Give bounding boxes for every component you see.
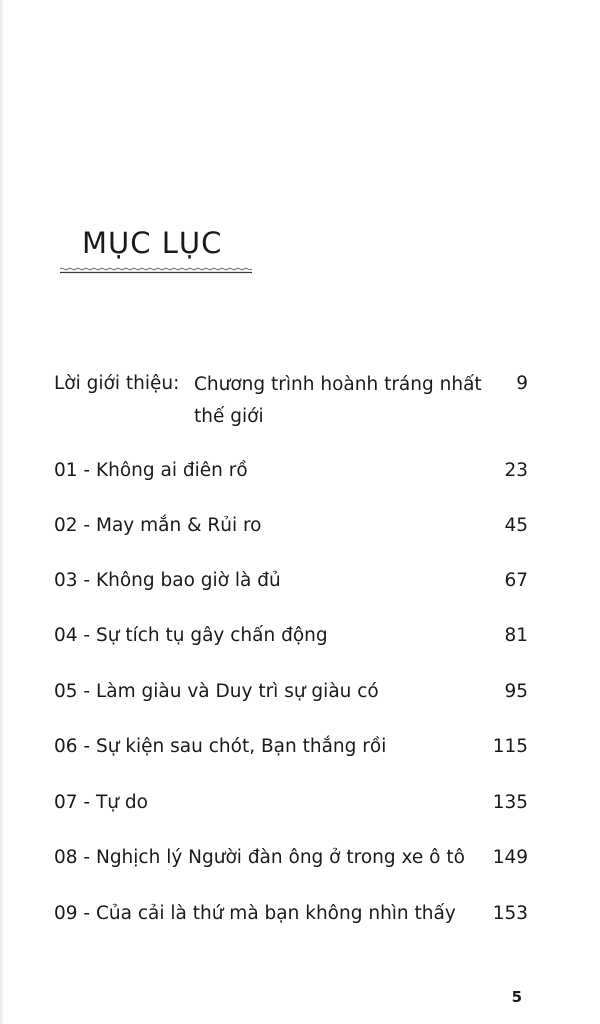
toc-entry-page-number: 95 [504, 681, 528, 702]
toc-entry-title: 05 - Làm giàu và Duy trì sự giàu có [54, 681, 379, 702]
page-title: MỤC LỤC [82, 226, 223, 260]
toc-entry-page-number: 45 [504, 515, 528, 536]
page-folio-number: 5 [511, 988, 522, 1006]
toc-entry-title: 03 - Không bao giờ là đủ [54, 570, 281, 591]
toc-entry [0, 511, 600, 541]
toc-entry-page-number: 149 [492, 847, 528, 868]
toc-entry [0, 899, 600, 929]
toc-entry [0, 566, 600, 596]
toc-entry-page-number: 135 [492, 792, 528, 813]
toc-entry [0, 456, 600, 486]
toc-entry [0, 788, 600, 818]
toc-entry [0, 677, 600, 707]
toc-intro-label: Lời giới thiệu: [54, 373, 180, 394]
toc-entry-title: 08 - Nghịch lý Người đàn ông ở trong xe ô tô [54, 847, 465, 868]
toc-entry-title: 04 - Sự tích tụ gây chấn động [54, 625, 328, 646]
toc-entry-title: 02 - May mắn & Rủi ro [54, 515, 262, 536]
toc-intro-page-number: 9 [516, 373, 528, 394]
title-underline-ornament [60, 267, 252, 274]
toc-entry-page-number: 153 [492, 903, 528, 924]
toc-entry-page-number: 67 [504, 570, 528, 591]
toc-entry-title: 09 - Của cải là thứ mà bạn không nhìn thấy [54, 903, 456, 924]
toc-entry [0, 621, 600, 651]
toc-entry-page-number: 23 [504, 460, 528, 481]
toc-entry-title: 07 - Tự do [54, 792, 148, 813]
toc-entry [0, 732, 600, 762]
toc-entry-page-number: 115 [492, 736, 528, 757]
toc-entry [0, 843, 600, 873]
toc-entry-title: 01 - Không ai điên rồ [54, 460, 248, 481]
toc-entry-page-number: 81 [504, 625, 528, 646]
toc-intro-title: Chương trình hoành tráng nhất thế giới [194, 374, 482, 427]
toc-entry-title: 06 - Sự kiện sau chót, Bạn thắng rồi [54, 736, 387, 757]
